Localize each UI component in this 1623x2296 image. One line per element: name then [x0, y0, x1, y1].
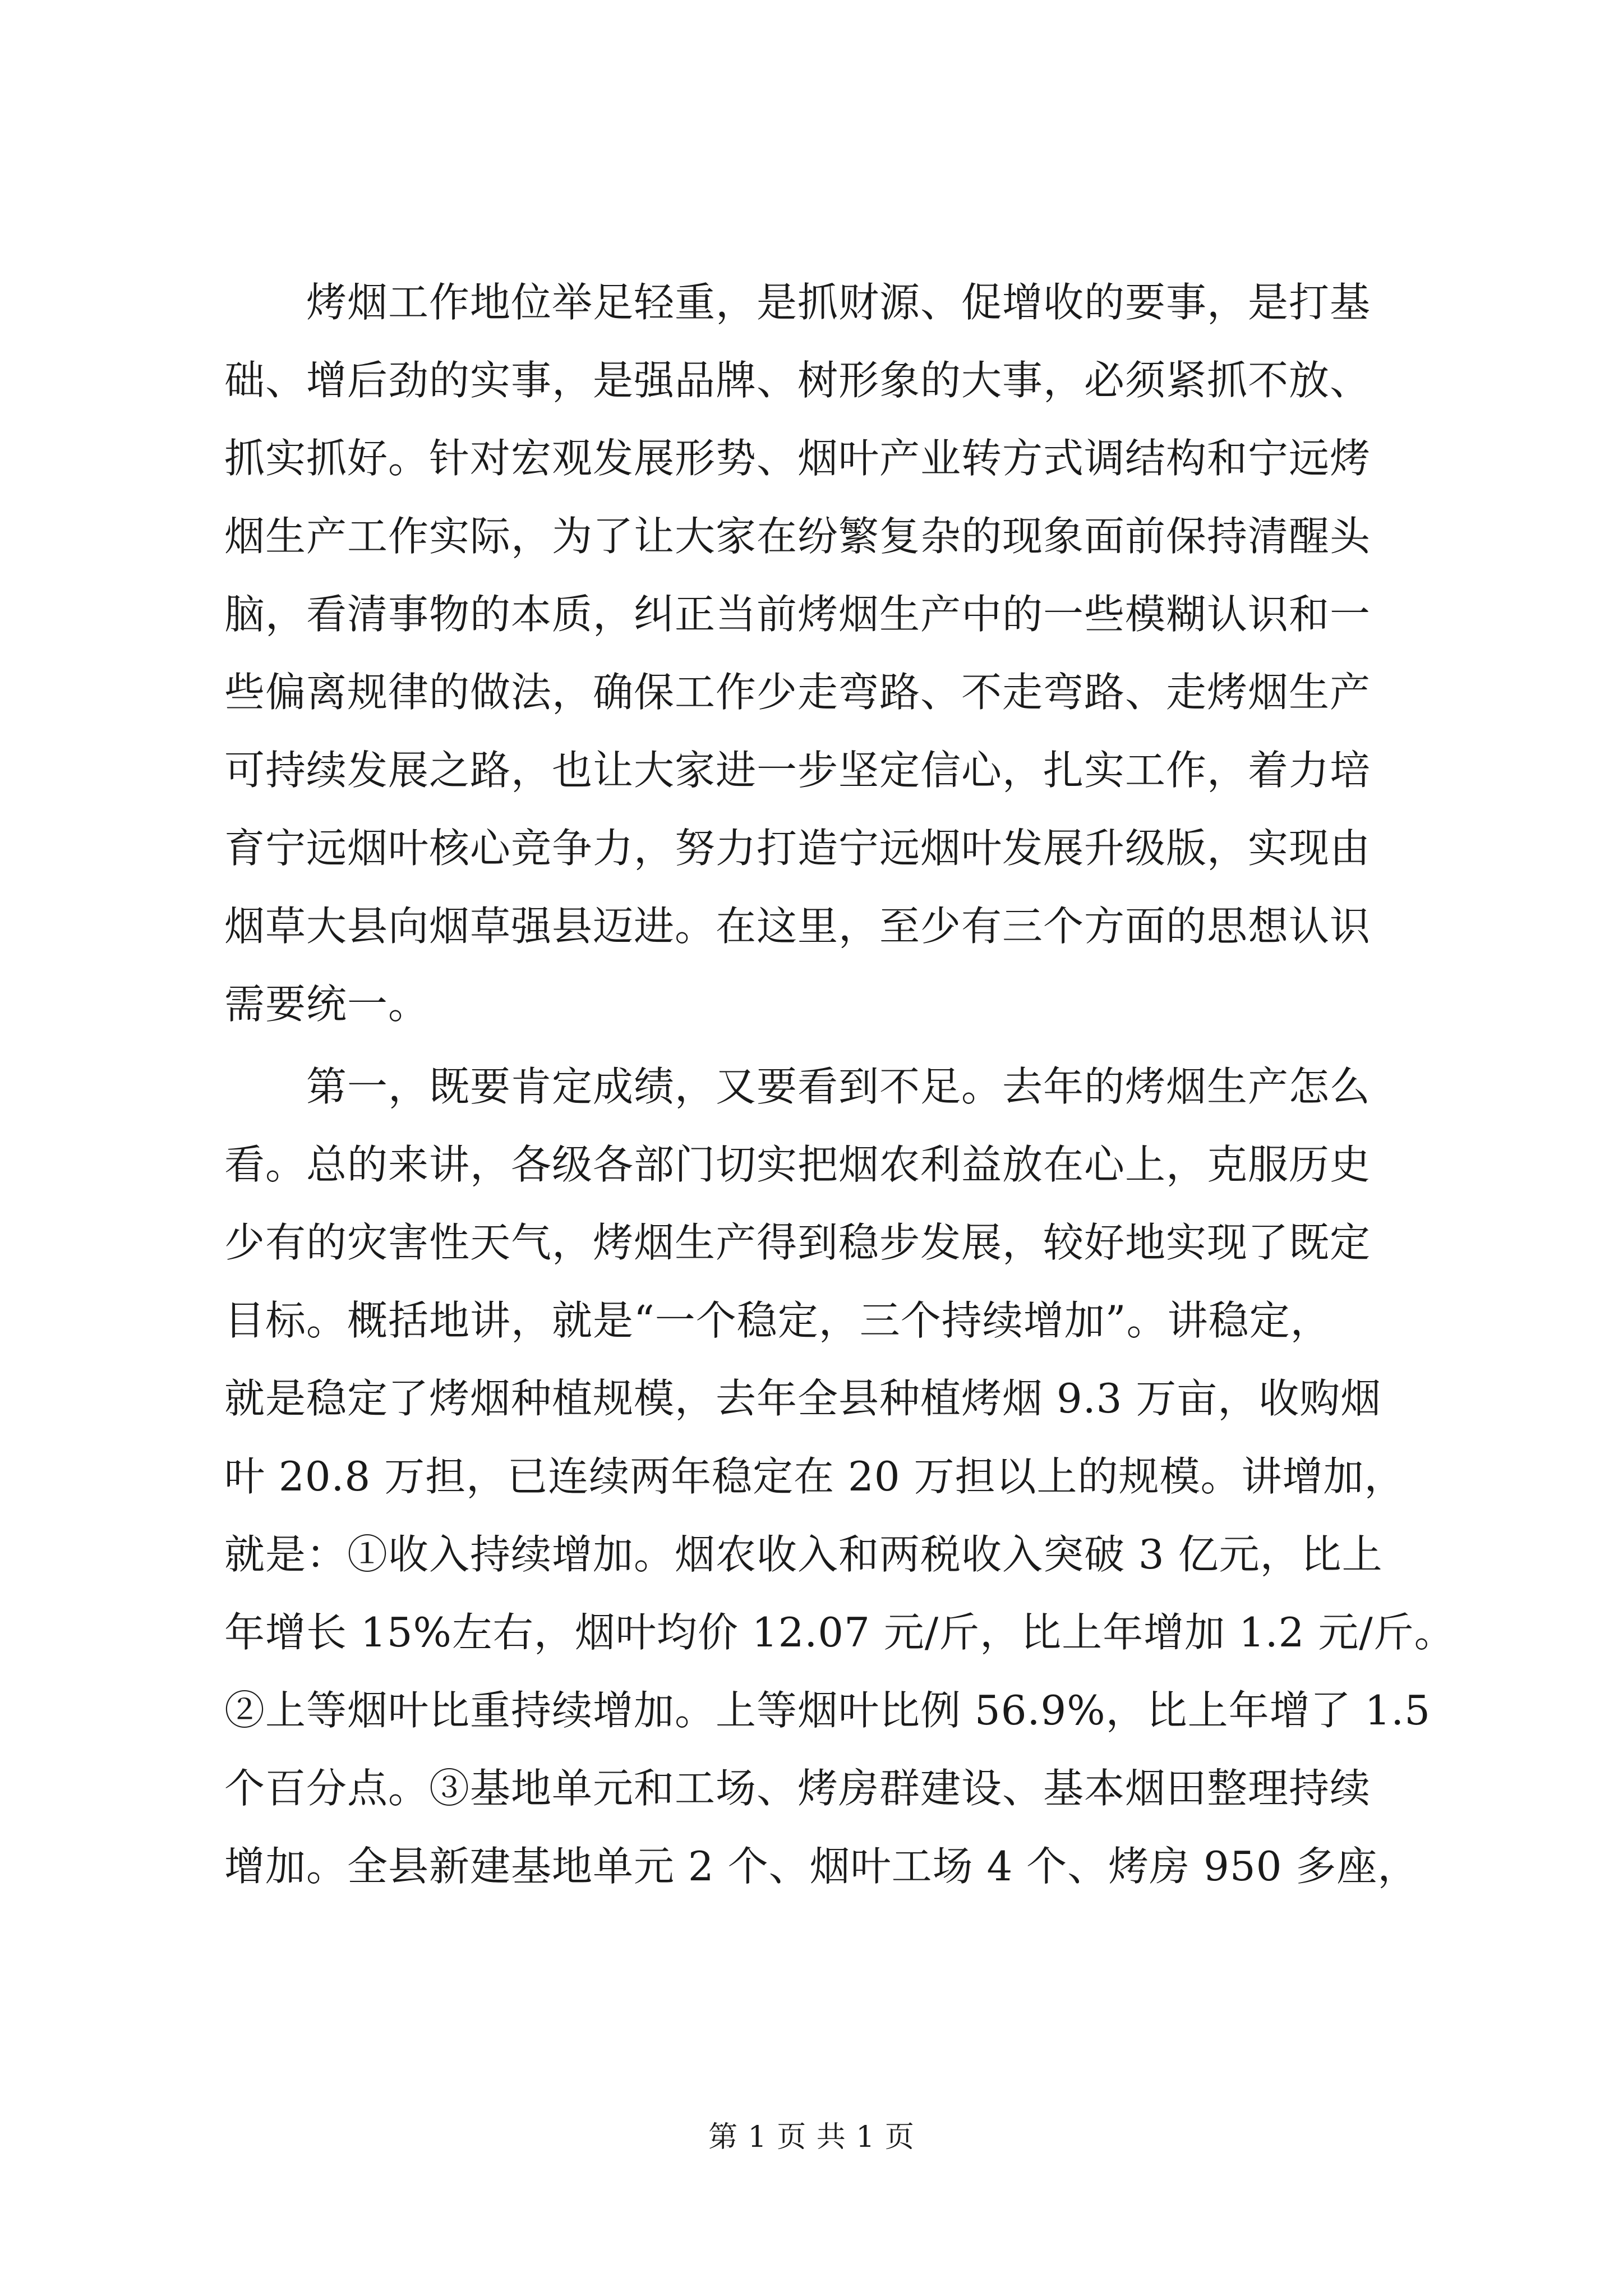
page-number-footer: 第 1 页 共 1 页: [708, 2120, 915, 2154]
text-line: 烟草大县向烟草强县迈进。在这里，至少有三个方面的思想认识: [224, 903, 1371, 950]
text-line: 抓实抓好。针对宏观发展形势、烟叶产业转方式调结构和宁远烤: [224, 435, 1371, 482]
text-line: 年增长 15%左右，烟叶均价 12.07 元/斤，比上年增加 1.2 元/斤。: [224, 1609, 1455, 1656]
paragraph-1: [224, 264, 1408, 1043]
text-line: 第一，既要肯定成绩，又要看到不足。去年的烤烟生产怎么: [224, 1063, 1371, 1110]
text-line: 育宁远烟叶核心竞争力，努力打造宁远烟叶发展升级版，实现由: [224, 825, 1371, 872]
text-line: 就是稳定了烤烟种植规模，去年全县种植烤烟 9.3 万亩，收购烟: [224, 1375, 1382, 1422]
text-line: 可持续发展之路，也让大家进一步坚定信心，扎实工作，着力培: [224, 747, 1371, 794]
text-line: 目标。概括地讲，就是“一个稳定，三个持续增加”。讲稳定，: [224, 1297, 1331, 1344]
text-line: 就是：①收入持续增加。烟农收入和两税收入突破 3 亿元，比上: [224, 1531, 1383, 1578]
text-line: 增加。全县新建基地单元 2 个、烟叶工场 4 个、烤房 950 多座，: [224, 1843, 1419, 1890]
text-line: 烟生产工作实际，为了让大家在纷繁复杂的现象面前保持清醒头: [224, 513, 1371, 560]
text-line: 需要统一。: [224, 981, 430, 1028]
text-line: 少有的灾害性天气，烤烟生产得到稳步发展，较好地实现了既定: [224, 1219, 1371, 1266]
paragraph-2: [224, 1048, 1455, 1906]
text-line: 些偏离规律的做法，确保工作少走弯路、不走弯路、走烤烟生产: [224, 669, 1371, 716]
text-line: 烤烟工作地位举足轻重，是抓财源、促增收的要事，是打基: [224, 279, 1371, 326]
text-line: 看。总的来讲，各级各部门切实把烟农利益放在心上，克服历史: [224, 1141, 1371, 1188]
text-line: 脑，看清事物的本质，纠正当前烤烟生产中的一些模糊认识和一: [224, 591, 1371, 638]
text-line: ②上等烟叶比重持续增加。上等烟叶比例 56.9%，比上年增了 1.5: [224, 1687, 1431, 1734]
text-line: 叶 20.8 万担，已连续两年稳定在 20 万担以上的规模。讲增加，: [224, 1453, 1405, 1500]
document-body: [224, 264, 1455, 1906]
paragraph-gap: [224, 1043, 1408, 1048]
text-line: 础、增后劲的实事，是强品牌、树形象的大事，必须紧抓不放、: [224, 357, 1371, 404]
text-line: 个百分点。③基地单元和工场、烤房群建设、基本烟田整理持续: [224, 1765, 1371, 1812]
